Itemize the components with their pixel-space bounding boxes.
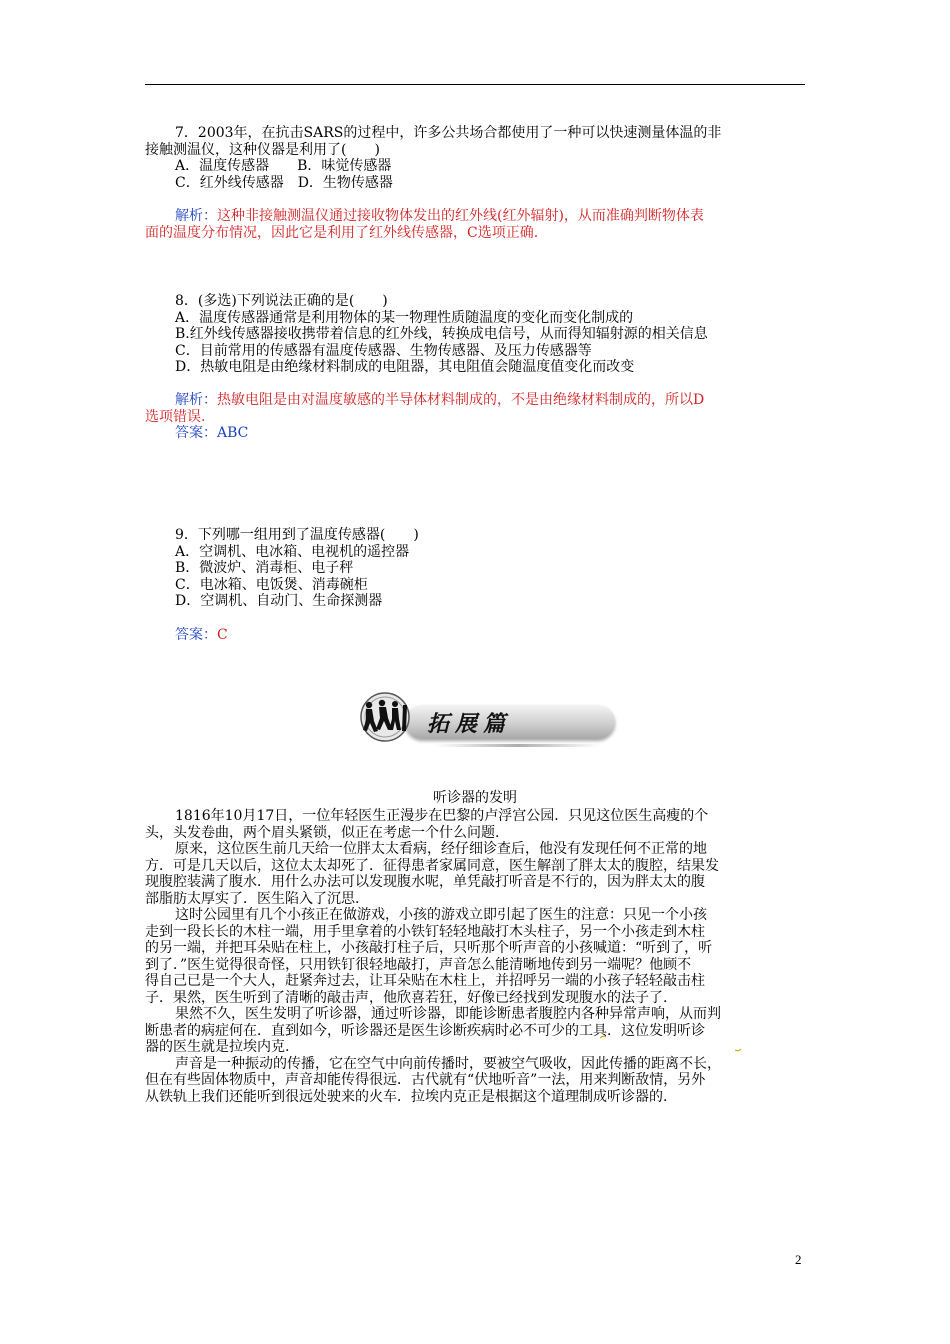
article-line: 器的医生就是拉埃内克. [145, 1039, 290, 1055]
article-line: 走到一段长长的木柱一端，用手里拿着的小铁钉轻轻地敲打木头柱子，另一个小孩走到木柱 [145, 923, 705, 940]
header-rule [145, 84, 805, 85]
article-line: 声音是一种振动的传播，它在空气中向前传播时，要被空气吸收，因此传播的距离不长， [175, 1055, 721, 1072]
section-banner [355, 683, 595, 749]
article-paragraph-3 [145, 907, 805, 1006]
question-9-option-b: B．微波炉、消毒柜、电子秤 [175, 560, 354, 576]
answer-label: 答案： [175, 425, 217, 441]
article-line: 1816年10月17日，一位年轻医生正漫步在巴黎的卢浮宫公园．只见这位医生高瘦的个 [175, 808, 709, 824]
analysis-label: 解析： [175, 208, 217, 224]
question-8-analysis [145, 392, 805, 442]
article-paragraph-2 [145, 841, 805, 907]
question-7-stem-line-2: 接触测温仪，这种仪器是利用了( ) [145, 141, 380, 158]
article-line: 子．果然，医生听到了清晰的敲击声，他欣喜若狂，好像已经找到发现腹水的法子了. [145, 989, 668, 1006]
question-8-option-b: B.红外线传感器接收携带着信息的红外线，转换成电信号，从而得知辐射源的相关信息 [175, 326, 708, 342]
question-9-option-c: C．电冰箱、电饭煲、消毒碗柜 [175, 576, 368, 593]
analysis-text-line-2: 选项错误. [145, 408, 206, 425]
analysis-text-line-2: 面的温度分布情况，因此它是利用了红外线传感器，C选项正确. [145, 224, 539, 241]
answer-label: 答案： [175, 627, 217, 643]
question-7 [145, 125, 805, 191]
question-8-option-d: D．热敏电阻是由绝缘材料制成的电阻器，其电阻值会随温度值变化而改变 [175, 359, 635, 375]
analysis-label: 解析： [175, 392, 217, 408]
article-line: 现腹腔装满了腹水．用什么办法可以发现腹水呢，单凭敲打听音是不行的，因为胖太太的腹 [145, 874, 705, 890]
question-7-analysis [145, 208, 805, 241]
question-8 [145, 293, 805, 376]
analysis-text-line-1: 这种非接触测温仪通过接收物体发出的红外线(红外辐射)，从而准确判断物体表 [217, 208, 704, 224]
section-title: 拓展篇 [427, 711, 512, 737]
article-line: 从铁轨上我们还能听到很远处驶来的火车．拉埃内克正是根据这个道理制成听诊器的. [145, 1088, 668, 1105]
article-line: 但在有些固体物质中，声音却能传得很远．古代就有“伏地听音”一法，用来判断敌情，另外 [145, 1072, 706, 1088]
article-line: 部脂肪太厚实了．医生陷入了沉思. [145, 890, 360, 907]
question-7-stem-line-1: 7．2003年，在抗击SARS的过程中，许多公共场合都使用了一种可以快速测量体温的非 [175, 125, 722, 141]
page-number: 2 [795, 1252, 802, 1267]
article-paragraph-4 [145, 1006, 805, 1056]
question-9-option-d: D．空调机、自动门、生命探测器 [175, 593, 383, 609]
question-8-option-a: A．温度传感器通常是利用物体的某一物理性质随温度的变化而变化制成的 [175, 309, 634, 326]
question-8-stem: 8．(多选)下列说法正确的是( ) [175, 293, 388, 309]
question-9 [145, 527, 805, 610]
article-line: 原来，这位医生前几天给一位胖太太看病，经仔细诊查后，他没有发现任何不正常的地 [175, 841, 707, 857]
answer-value: ABC [217, 425, 249, 441]
stray-mark-icon [735, 1048, 741, 1052]
article-line: 果然不久，医生发明了听诊器，通过听诊器，即能诊断患者腹腔内各种异常声响，从而判 [175, 1006, 721, 1022]
article [145, 790, 805, 1105]
question-9-option-a: A．空调机、电冰箱、电视机的遥控器 [175, 543, 410, 560]
question-8-option-c: C．目前常用的传感器有温度传感器、生物传感器、及压力传感器等 [175, 342, 592, 359]
question-7-options-ab: A．温度传感器 B．味觉传感器 [175, 158, 392, 174]
analysis-text-line-1: 热敏电阻是由对温度敏感的半导体材料制成的，不是由绝缘材料制成的，所以D [217, 392, 705, 408]
article-title: 听诊器的发明 [433, 790, 517, 806]
article-paragraph-1 [145, 808, 805, 841]
answer-value: C [217, 627, 228, 643]
runners-logo-icon [355, 691, 427, 743]
article-line: 方．可是几天以后，这位太太却死了．征得患者家属同意，医生解剖了胖太太的腹腔，结果发 [145, 857, 719, 874]
article-line: 的另一端，并把耳朵贴在柱上，小孩敲打柱子后，只听那个听声音的小孩喊道：“听到了，听 [145, 940, 713, 956]
article-line: 这时公园里有几个小孩正在做游戏，小孩的游戏立即引起了医生的注意：只见一个小孩 [175, 907, 707, 923]
article-line: 头，头发卷曲，两个眉头紧锁，似正在考虑一个什么问题. [145, 824, 500, 841]
question-9-answer [145, 627, 805, 644]
article-line: 得自己已是一个大人，赶紧奔过去，让耳朵贴在木柱上，并招呼另一端的小孩子轻轻敲击柱 [145, 973, 705, 989]
article-paragraph-5 [145, 1056, 805, 1106]
question-7-options-cd: C．红外线传感器 D．生物传感器 [175, 174, 393, 191]
article-line: 到了．”医生觉得很奇怪，只用铁钉很轻地敲打，声音怎么能清晰地传到另一端呢？他顾不 [145, 956, 692, 973]
stray-mark-icon [600, 1035, 606, 1039]
article-line: 断患者的病症何在．直到如今，听诊器还是医生诊断疾病时必不可少的工具．这位发明听诊 [145, 1022, 705, 1039]
question-9-stem: 9．下列哪一组用到了温度传感器( ) [175, 527, 419, 543]
